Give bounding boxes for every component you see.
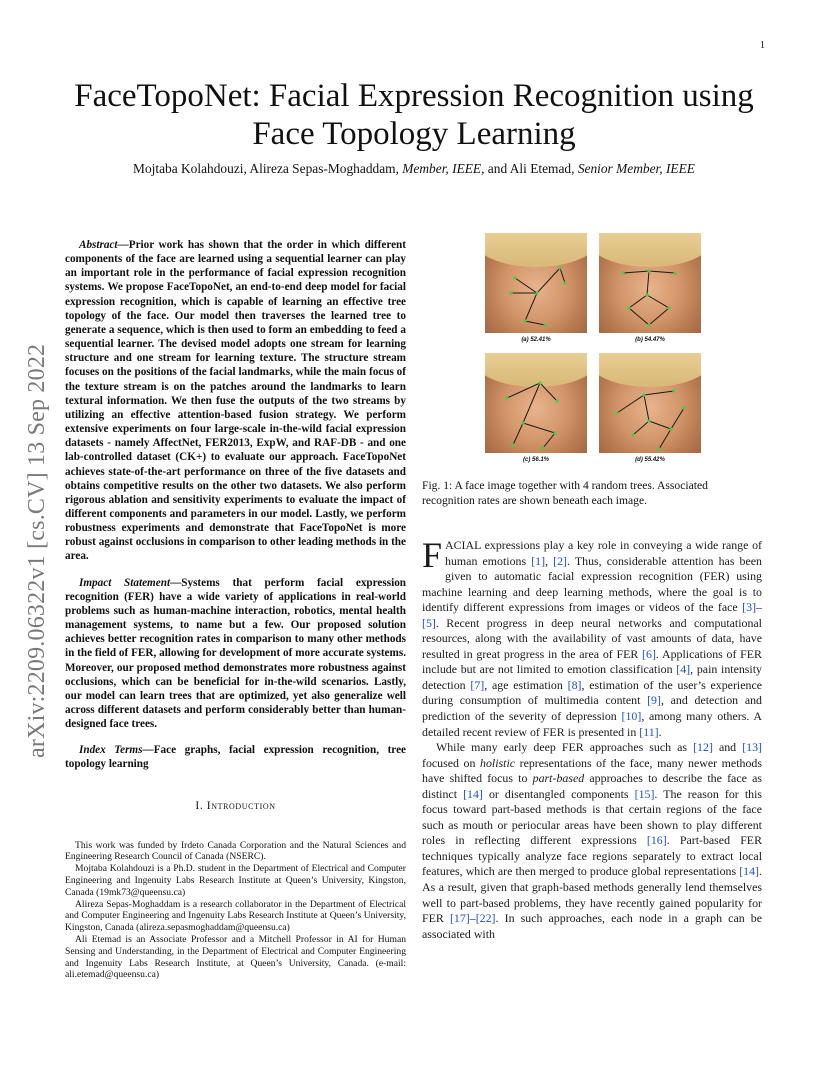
impact-statement [65,576,406,732]
section-heading: I. Introduction [195,799,276,812]
abstract-label: Abstract [79,239,118,251]
citation[interactable]: [9] [647,693,661,708]
drop-cap: F [422,535,443,575]
paper-title: FaceTopoNet: Facial Expression Recognition using Face Topology Learning [74,78,754,152]
figure-label-d: (d) 55.42% [635,457,665,463]
citation[interactable]: [4] [676,662,691,677]
face-image-c [485,353,587,453]
text-run: , age estimation [484,677,568,692]
face-image-a [485,233,587,333]
index-terms-text: —Face graphs, facial expression recognition, tree topology learning [65,744,406,771]
text-run: . Recent progress in deep neural networks and computational resources, along with the availability of vast amounts of data, have resulted in great progress in the area of FER [422,615,762,661]
left-column [65,238,406,981]
text-run: . [658,724,662,739]
citation[interactable]: [16] [646,833,667,848]
footnotes [65,840,406,982]
text-run: approaches to describe the face as distinct [422,771,762,801]
author-line [60,161,768,177]
figure-caption: Fig. 1: A face image together with 4 random trees. Associated recognition rates are shown beneath each image. [422,479,708,507]
author-role-1: Member, IEEE [402,161,482,176]
abstract [65,238,406,564]
text-run: , among many others. A detailed recent review of FER is presented in [422,709,762,739]
citation[interactable]: [3] [742,600,757,615]
face-image-d [599,353,701,453]
citation[interactable]: [17] [449,911,470,926]
text-run: holistic [480,755,516,770]
figure-label-a: (a) 52.41% [521,337,551,343]
index-terms [65,743,406,771]
index-terms-label: Index Terms [79,744,143,757]
text-run: . Applications of FER include but are not limited to emotion classification [422,646,762,677]
text-run: . Part-based FER techniques typically analyze face regions separately to extract local features, which are then merged to produce global representations [422,833,762,879]
text-run: focused on [422,755,481,770]
text-run: , estimation of the user’s experience during consumption of multimedia content [422,677,762,708]
arxiv-identifier: arXiv:2209.06322v1 [cs.CV] 13 Sep 2022 [24,343,50,758]
text-run: – [469,911,476,926]
intro-paragraph-1-body [422,554,762,739]
text-run: , [545,553,554,568]
figure-label-c: (c) 56.1% [522,457,549,463]
right-column [422,478,762,942]
citation[interactable]: [5] [422,615,436,630]
text-run: . In such approaches, each node in a graph can be associated with [422,911,763,941]
text-run: . Thus, considerable attention has been given to automatic facial expression recognition (FER) using machine learning and deep learning methods, where the goal is to identify different expressions from images or videos of the face [422,553,762,615]
citation[interactable]: [12] [693,740,713,755]
citation[interactable]: [11] [639,724,659,739]
citation[interactable]: [7] [470,677,485,692]
citation[interactable]: [15] [634,786,655,801]
text-run: , and detection and prediction of the severity of depression [422,693,762,724]
citation[interactable]: [1] [531,553,546,568]
impact-label: Impact Statement [79,576,171,589]
citation[interactable]: [13] [742,740,762,755]
citation[interactable]: [22] [475,911,496,926]
author-names-2: , and Ali Etemad, [481,161,575,176]
text-run: . As a result, given that graph-based methods generally lend themselves well to part-based problems, they have recently gained popularity for FER [422,864,762,926]
text-run: – [756,600,762,615]
author-role-2: Senior Member, IEEE [577,161,695,176]
intro-paragraph-1-lead: ACIAL expressions play a key role in conveying a wide range of human emotions [445,538,762,568]
abstract-text: —Prior work has shown that the order in which different components of the face are learned using a sequential learner can play an important role in the performance of facial expression recognition systems. We propose FaceTopoNet, an end-to-end deep model for facial expression recognition, which is capable of learning an effective tree topology of the face. Our model then traverses the learned tree to generate a sequence, which is then used to form an embedding to feed a sequential learner. The devised model adopts one stream for learning structure and one stream for learning texture. The structure stream focuses on the positions of the facial landmarks, while the main focus of the texture stream is on the patches around the landmarks to learn textural information. We then fuse the outputs of the two streams by utilizing an effective attention-based fusion strategy. We perform extensive experiments on four large-scale in-the-wild facial expression datasets - namely AffectNet, FER2013, ExpW, and RAF-DB - and one lab-controlled dataset (CK+) to evaluate our approach. FaceTopoNet achieves state-of-the-art performance on three of the five datasets and obtains competitive results on the other two datasets. We also perform rigorous ablation and sensitivity experiments to evaluate the impact of different components and parameters in our model. Lastly, we perform robustness experiments and demonstrate that FaceTopoNet is more robust against occlusions in comparison to other leading methods in the area. [65,239,406,563]
text-run: representations of the face, many newer methods have shifted focus to [422,755,762,786]
author-names-1: Mojtaba Kolahdouzi, Alireza Sepas-Moghaddam, [133,161,399,176]
text-run: . The reason for this focus toward part-based methods is that certain regions of the face such as mouth or periocular areas have been shown to play different roles in reflecting different expressions [422,786,762,848]
footnote-author-2: Alireza Sepas-Moghaddam is a research collaborator in the Department of Electrical and Computer Engineering and Ingenuity Labs Research Institute at Queen’s University, Kingston, Canada (alireza.sepasmoghaddam@queensu.ca) [65,898,406,934]
citation[interactable]: [6] [642,646,656,661]
text-run: , pain intensity detection [422,662,762,692]
intro-paragraph-2 [422,740,762,942]
page-number: 1 [760,40,765,51]
intro-paragraph-1 [422,535,762,740]
citation[interactable]: [10] [621,709,642,724]
citation[interactable]: [8] [567,677,582,692]
citation[interactable]: [2] [553,553,568,568]
figure-1 [485,233,703,478]
text-run: part-based [532,771,585,786]
text-run: and [712,740,743,755]
text-run: While many early deep FER approaches such as [436,740,694,755]
figure-label-b: (b) 54.47% [635,337,665,343]
footnote-funding: This work was funded by Irdeto Canada Corporation and the Natural Sciences and Engineering Research Council of Canada (NSERC). [65,839,406,863]
citation[interactable]: [14] [739,864,760,879]
footnote-author-3: Ali Etemad is an Associate Professor and a Mitchell Professor in AI for Human Sensing and Understanding, in the Department of Electrical and Computer Engineering and Ingenuity Labs Research Institute, at Queen’s University, Canada. (e-mail: ali.etemad@queensu.ca) [65,934,406,981]
footnote-author-1: Mojtaba Kolahdouzi is a Ph.D. student in the Department of Electrical and Computer Engineering and Ingenuity Labs Research Institute at Queen’s University, Kingston, Canada (19mk73@queensu.ca) [65,863,406,898]
citation[interactable]: [14] [463,786,483,801]
face-image-b [599,233,701,333]
impact-text: —Systems that perform facial expression recognition (FER) have a wide variety of applications in real-world problems such as human-machine interaction, robotics, mental health management systems, to name but a few. Our proposed solution achieves better recognition rates in comparison to many other methods in the field of FER, allowing for development of more accurate systems. Moreover, our proposed method demonstrates more robustness against occlusions, which can be beneficial for in-the-wild scenarios. Lastly, our model can learn trees that are optimized, yet also generalize well across different datasets and perform considerably better than human-designed face trees. [65,576,407,731]
text-run: or disentangled components [482,786,635,801]
